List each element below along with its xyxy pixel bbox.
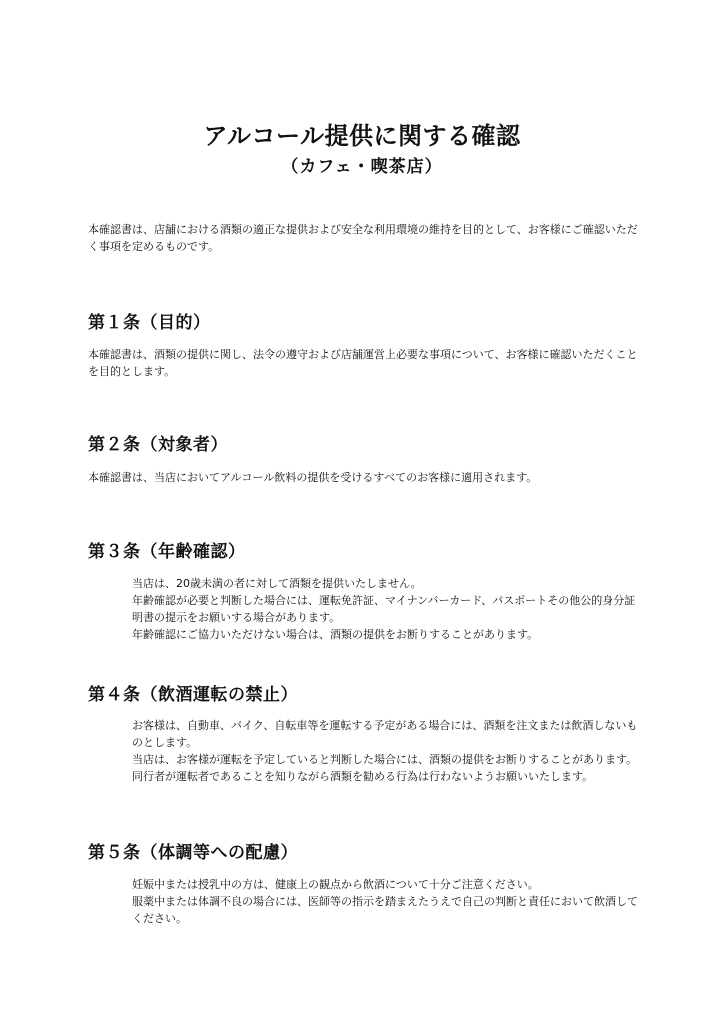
document-subtitle: （カフェ・喫茶店） — [281, 157, 443, 177]
article-5-body — [132, 876, 640, 927]
article-4-body — [132, 717, 640, 785]
article-4-paragraph-3: 同行者が運転者であることを知りながら酒類を勧める行為は行わないようお願いいたします。 — [132, 770, 594, 783]
article-1-body — [88, 346, 640, 380]
article-3-paragraph-1: 当店は、20歳未満の者に対して酒類を提供いたしません。 — [132, 577, 422, 590]
article-4-paragraph-1: お客様は、自動車、バイク、自転車等を運転する予定がある場合には、酒類を注文または飲酒しないものとします。 — [132, 719, 638, 749]
article-4-heading: 第４条（飲酒運転の禁止） — [88, 685, 298, 705]
article-1-heading: 第１条（目的） — [88, 313, 211, 333]
article-5-paragraph-1: 妊娠中または授乳中の方は、健康上の観点から飲酒について十分ご注意ください。 — [132, 878, 539, 891]
article-3-paragraph-3: 年齢確認にご協力いただけない場合は、酒類の提供をお断りすることがあります。 — [132, 628, 539, 641]
article-2-body — [88, 469, 640, 486]
article-3-body — [132, 575, 640, 643]
article-2-heading: 第２条（対象者） — [88, 435, 228, 455]
article-1-paragraph-1: 本確認書は、酒類の提供に関し、法令の遵守および店舗運営上必要な事項について、お客様に確認いただくことを目的とします。 — [88, 348, 638, 378]
article-5-heading: 第５条（体調等への配慮） — [88, 843, 298, 863]
article-3-paragraph-2: 年齢確認が必要と判断した場合には、運転免許証、マイナンバーカード、パスポートその他公的身分証明書の提示をお願いする場合があります。 — [132, 594, 636, 624]
article-4-paragraph-2: 当店は、お客様が運転を予定していると判断した場合には、酒類の提供をお断りすることがあります。 — [132, 753, 638, 766]
article-2-paragraph-1: 本確認書は、当店においてアルコール飲料の提供を受けるすべてのお客様に適用されます。 — [88, 471, 538, 484]
document-title: アルコール提供に関する確認 — [203, 122, 521, 150]
intro-paragraph: 本確認書は、店舗における酒類の適正な提供および安全な利用環境の維持を目的として、お客様にご確認いただく事項を定めるものです。 — [88, 223, 638, 253]
article-5-paragraph-2: 服薬中または体調不良の場合には、医師等の指示を踏まえたうえで自己の判断と責任において飲酒してください。 — [132, 895, 638, 925]
article-3-heading: 第３条（年齢確認） — [88, 542, 246, 562]
